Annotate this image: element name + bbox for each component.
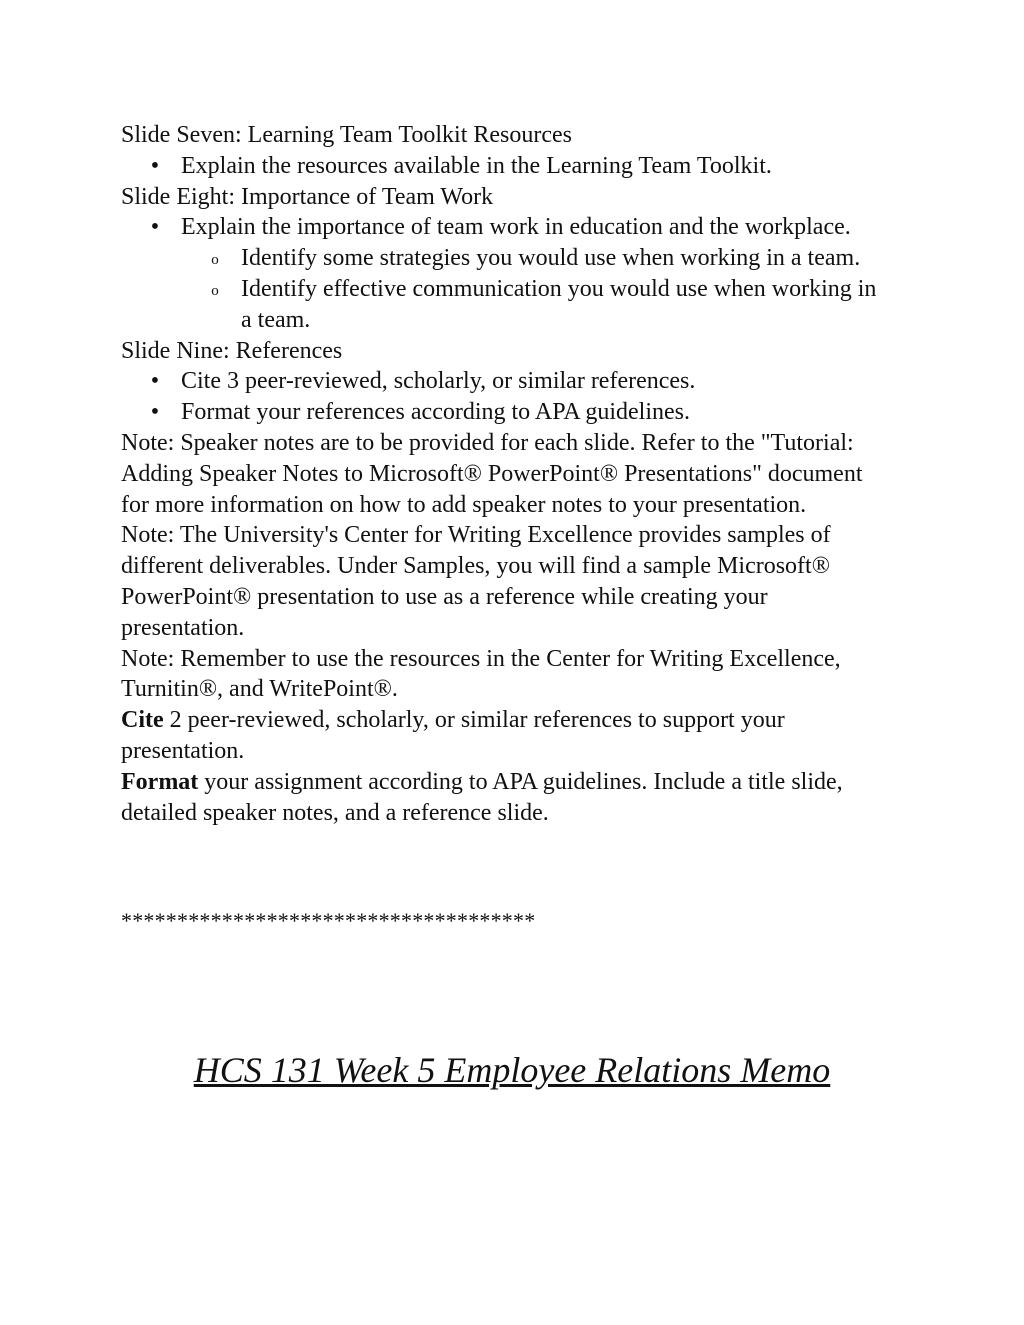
next-assignment-title: HCS 131 Week 5 Employee Relations Memo bbox=[193, 1050, 831, 1090]
format-instruction: Format your assignment according to APA guidelines. Include a title slide, detailed speaker notes, and a reference slide. bbox=[121, 768, 843, 826]
bullet-dot-icon: • bbox=[150, 152, 160, 179]
sub-list-item: o Identify some strategies you would use when working in a team. bbox=[121, 243, 891, 274]
slide-eight-heading: Slide Eight: Importance of Team Work bbox=[121, 183, 494, 210]
sub-list-item: o Identify effective communication you would use when working in a team. bbox=[121, 274, 891, 336]
note-speaker-notes: Note: Speaker notes are to be provided for each slide. Refer to the "Tutorial: Adding Speaker Notes to Microsoft® PowerPoint® Presentations" document for more information on how to add speaker notes to your presentation. bbox=[121, 429, 863, 518]
bullet-dot-icon: • bbox=[150, 214, 160, 241]
list-item: • Explain the resources available in the Learning Team Toolkit. bbox=[121, 151, 891, 182]
bullet-circle-icon: o bbox=[211, 282, 219, 299]
cite-instruction: Cite 2 peer-reviewed, scholarly, or similar references to support your presentation. bbox=[121, 707, 785, 764]
list-item: • Explain the importance of team work in education and the workplace. bbox=[121, 212, 891, 243]
list-item: • Format your references according to APA guidelines. bbox=[121, 397, 891, 428]
bullet-dot-icon: • bbox=[150, 368, 160, 395]
list-item: • Cite 3 peer-reviewed, scholarly, or similar references. bbox=[121, 366, 891, 397]
format-label: Format bbox=[121, 768, 199, 795]
slide-seven-heading: Slide Seven: Learning Team Toolkit Resources bbox=[121, 122, 572, 148]
separator: ************************************* bbox=[121, 908, 536, 934]
cite-label: Cite bbox=[121, 707, 164, 734]
note-writing-center: Note: The University's Center for Writing Excellence provides samples of different deliverables. Under Samples, you will find a sample Microsoft® PowerPoint® presentation to use as a reference while creating your presentation. bbox=[121, 522, 831, 641]
bullet-circle-icon: o bbox=[211, 252, 219, 269]
document-body bbox=[121, 120, 891, 937]
bullet-dot-icon: • bbox=[150, 399, 160, 426]
note-resources: Note: Remember to use the resources in the Center for Writing Excellence, Turnitin®, and WritePoint®. bbox=[121, 645, 841, 703]
slide-nine-heading: Slide Nine: References bbox=[121, 337, 343, 364]
